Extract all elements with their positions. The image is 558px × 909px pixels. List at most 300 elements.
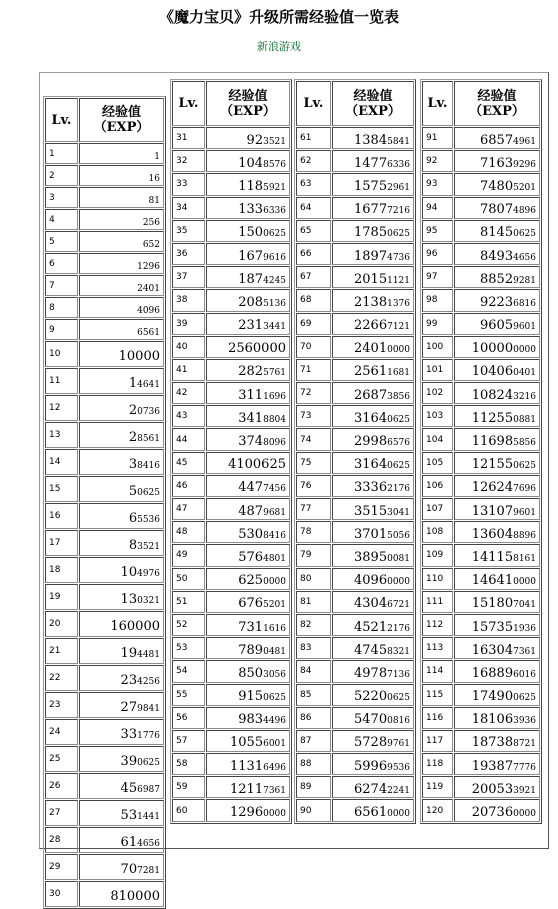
exp-value-minor: 1616	[263, 623, 286, 634]
exp-value-minor: 8896	[513, 530, 536, 541]
table-row	[45, 557, 164, 583]
exp-value-major: 7480	[480, 178, 514, 194]
exp-cell	[332, 382, 414, 404]
level-cell: 48	[172, 521, 205, 543]
exp-header-line2: （EXP）	[345, 103, 401, 119]
exp-value-minor: 4096	[137, 306, 160, 316]
table-row	[296, 637, 414, 659]
level-cell: 97	[422, 266, 453, 288]
exp-value-major: 2998	[354, 434, 388, 450]
exp-cell	[454, 684, 540, 706]
exp-cell	[454, 614, 540, 636]
exp-value-major: 133	[238, 202, 264, 218]
exp-value-minor: 8416	[137, 460, 160, 471]
exp-value-major: 5470	[354, 712, 388, 728]
exp-value-major: 282	[238, 364, 264, 380]
exp-cell	[454, 776, 540, 798]
exp-cell	[454, 173, 540, 195]
exp-cell	[79, 503, 164, 529]
table-row	[172, 498, 290, 520]
level-cell: 35	[172, 220, 205, 242]
exp-value-major: 11255	[471, 410, 514, 426]
table-row	[296, 660, 414, 682]
level-cell: 25	[45, 746, 78, 772]
exp-value-minor: 1441	[137, 811, 160, 822]
exp-value-major: 2266	[354, 318, 388, 334]
exp-cell	[454, 591, 540, 613]
table-row	[422, 776, 540, 798]
exp-cell	[454, 405, 540, 427]
exp-value-major: 6274	[354, 781, 388, 797]
exp-value-major: 3515	[354, 503, 388, 519]
exp-value-minor: 9601	[513, 322, 536, 333]
exp-value-major: 2561	[354, 364, 388, 380]
exp-cell	[332, 452, 414, 474]
table-row	[172, 220, 290, 242]
level-cell: 84	[296, 660, 331, 682]
table-row	[172, 428, 290, 450]
exp-cell	[454, 127, 540, 149]
table-row	[45, 341, 164, 367]
exp-cell	[79, 165, 164, 186]
exp-value-major: 487	[238, 503, 264, 519]
exp-cell	[332, 544, 414, 566]
exp-value-major: 676	[238, 596, 264, 612]
table-row	[296, 753, 414, 775]
exp-value-minor: 1776	[137, 730, 160, 741]
exp-value-minor: 9601	[513, 507, 536, 518]
level-cell: 85	[296, 684, 331, 706]
level-cell: 17	[45, 530, 78, 556]
table-row	[422, 173, 540, 195]
exp-value-minor: 0401	[513, 368, 536, 379]
exp-cell	[79, 557, 164, 583]
level-cell: 79	[296, 544, 331, 566]
exp-value-minor: 0625	[263, 229, 286, 240]
exp-value-minor: 5201	[263, 600, 286, 611]
exp-cell	[454, 382, 540, 404]
exp-cell	[454, 150, 540, 172]
exp-value-minor: 3216	[513, 391, 536, 402]
exp-value-minor: 6576	[387, 438, 410, 449]
table-row	[422, 684, 540, 706]
exp-cell	[454, 197, 540, 219]
table-row	[45, 530, 164, 556]
level-cell: 111	[422, 591, 453, 613]
table-row	[422, 521, 540, 543]
exp-value-major: 11698	[471, 434, 514, 450]
exp-value-major: 39	[120, 753, 138, 769]
table-row	[296, 776, 414, 798]
exp-value-major: 118	[238, 178, 264, 194]
exp-value-major: 731	[238, 619, 264, 635]
exp-value-major: 341	[238, 410, 264, 426]
exp-value-major: 14641	[471, 573, 514, 589]
exp-value-major: 1477	[354, 155, 388, 171]
level-cell: 108	[422, 521, 453, 543]
exp-value-major: 5	[128, 483, 138, 499]
table-row	[422, 498, 540, 520]
level-cell: 16	[45, 503, 78, 529]
level-cell: 2	[45, 165, 78, 186]
exp-value-major: 10	[120, 564, 138, 580]
level-cell: 50	[172, 568, 205, 590]
exp-value-minor: 0081	[387, 553, 410, 564]
exp-value-major: 7807	[480, 202, 514, 218]
exp-value-major: 4521	[354, 619, 388, 635]
exp-cell	[332, 498, 414, 520]
exp-cell	[332, 799, 414, 821]
table-row	[296, 498, 414, 520]
exp-cell	[206, 660, 290, 682]
exp-value-major: 150	[238, 225, 264, 241]
exp-value-minor: 256	[142, 218, 160, 228]
exp-cell	[79, 143, 164, 164]
exp-header-line1: 经验值	[101, 105, 141, 120]
exp-cell	[454, 498, 540, 520]
exp-cell	[206, 568, 290, 590]
exp-value-minor: 7216	[387, 206, 410, 217]
exp-value-major: 6857	[480, 132, 514, 148]
level-cell: 28	[45, 827, 78, 853]
exp-value-major: 810000	[110, 888, 160, 904]
table-row	[422, 475, 540, 497]
level-cell: 51	[172, 591, 205, 613]
exp-value-minor: 0000	[263, 577, 286, 588]
level-cell: 105	[422, 452, 453, 474]
level-cell: 57	[172, 730, 205, 752]
exp-cell	[454, 568, 540, 590]
table-row	[45, 665, 164, 691]
exp-value-major: 6	[128, 510, 138, 526]
table-row	[172, 452, 290, 474]
table-row	[422, 753, 540, 775]
level-table-1	[43, 96, 166, 909]
exp-value-minor: 9616	[263, 252, 286, 263]
level-cell: 81	[296, 591, 331, 613]
exp-cell	[332, 684, 414, 706]
exp-value-minor: 7776	[513, 762, 536, 773]
table-row	[172, 150, 290, 172]
table-row	[296, 220, 414, 242]
exp-value-minor: 6496	[263, 762, 286, 773]
exp-value-major: 3164	[354, 410, 388, 426]
exp-cell	[206, 521, 290, 543]
table-row	[172, 266, 290, 288]
exp-value-minor: 8096	[263, 438, 286, 449]
table-row	[45, 275, 164, 296]
level-cell: 60	[172, 799, 205, 821]
table-row	[296, 289, 414, 311]
level-cell: 10	[45, 341, 78, 367]
exp-cell	[206, 313, 290, 335]
exp-header	[332, 81, 414, 126]
level-cell: 120	[422, 799, 453, 821]
level-cell: 101	[422, 359, 453, 381]
level-cell: 83	[296, 637, 331, 659]
table-row	[45, 319, 164, 340]
exp-value-minor: 3936	[513, 716, 536, 727]
page-title: 《魔力宝贝》升级所需经验值一览表	[158, 8, 399, 26]
table-row	[172, 521, 290, 543]
exp-cell	[454, 336, 540, 358]
exp-cell	[332, 289, 414, 311]
exp-value-major: 10000	[118, 348, 160, 364]
exp-value-major: 4100625	[228, 457, 286, 473]
exp-value-major: 20736	[471, 805, 514, 821]
exp-value-major: 4304	[354, 596, 388, 612]
exp-value-minor: 3056	[263, 669, 286, 680]
exp-value-major: 1131	[230, 758, 264, 774]
table-row	[172, 753, 290, 775]
exp-value-minor: 4976	[137, 568, 160, 579]
level-cell: 30	[45, 881, 78, 907]
level-cell: 70	[296, 336, 331, 358]
exp-header-line1: 经验值	[477, 88, 517, 104]
exp-value-major: 6561	[354, 805, 388, 821]
exp-cell	[206, 614, 290, 636]
level-cell: 77	[296, 498, 331, 520]
exp-value-major: 530	[238, 526, 264, 542]
exp-value-major: 187	[238, 271, 264, 287]
exp-cell	[332, 220, 414, 242]
exp-value-minor: 8561	[137, 433, 160, 444]
level-cell: 22	[45, 665, 78, 691]
table-row	[172, 197, 290, 219]
table-row	[45, 827, 164, 853]
table-row	[296, 197, 414, 219]
table-row	[45, 297, 164, 318]
exp-cell	[79, 611, 164, 637]
exp-value-minor: 5056	[387, 530, 410, 541]
level-cell: 90	[296, 799, 331, 821]
exp-cell	[332, 591, 414, 613]
exp-value-major: 16304	[471, 642, 514, 658]
exp-value-major: 13604	[471, 526, 514, 542]
level-cell: 54	[172, 660, 205, 682]
exp-value-minor: 0625	[513, 229, 536, 240]
exp-value-major: 27	[120, 699, 138, 715]
exp-cell	[79, 530, 164, 556]
exp-value-minor: 7361	[513, 646, 536, 657]
table-row	[172, 289, 290, 311]
exp-value-minor: 1681	[387, 368, 410, 379]
exp-cell	[454, 521, 540, 543]
level-cell: 26	[45, 773, 78, 799]
exp-cell	[332, 313, 414, 335]
exp-cell	[454, 753, 540, 775]
table-row	[45, 209, 164, 230]
level-cell: 12	[45, 395, 78, 421]
exp-cell	[454, 730, 540, 752]
exp-value-minor: 9536	[387, 762, 410, 773]
exp-cell	[454, 452, 540, 474]
exp-value-minor: 0481	[263, 646, 286, 657]
exp-value-major: 1296	[230, 805, 264, 821]
exp-cell	[206, 382, 290, 404]
table-row	[296, 150, 414, 172]
exp-value-minor: 6816	[513, 298, 536, 309]
exp-value-minor: 8161	[513, 553, 536, 564]
level-cell: 96	[422, 243, 453, 265]
table-row	[422, 150, 540, 172]
table-row	[296, 127, 414, 149]
exp-value-major: 8	[128, 537, 138, 553]
table-row	[422, 707, 540, 729]
level-cell: 61	[296, 127, 331, 149]
table-row	[296, 591, 414, 613]
exp-cell	[206, 220, 290, 242]
level-cell: 112	[422, 614, 453, 636]
exp-header-line1: 经验值	[353, 88, 393, 104]
level-cell: 27	[45, 800, 78, 826]
table-row	[45, 187, 164, 208]
level-cell: 63	[296, 173, 331, 195]
level-cell: 31	[172, 127, 205, 149]
exp-value-minor: 652	[142, 240, 160, 250]
level-cell: 95	[422, 220, 453, 242]
exp-value-minor: 3041	[387, 507, 410, 518]
exp-value-minor: 8804	[263, 414, 286, 425]
table-row	[45, 449, 164, 475]
table-row	[45, 395, 164, 421]
exp-value-major: 15735	[471, 619, 514, 635]
exp-value-minor: 9841	[137, 703, 160, 714]
table-row	[422, 359, 540, 381]
exp-cell	[79, 584, 164, 610]
table-row	[296, 266, 414, 288]
level-cell: 62	[296, 150, 331, 172]
table-row	[172, 475, 290, 497]
exp-value-minor: 0625	[387, 461, 410, 472]
exp-value-major: 13107	[471, 503, 514, 519]
exp-value-minor: 6336	[387, 159, 410, 170]
exp-value-minor: 2241	[387, 785, 410, 796]
level-cell: 99	[422, 313, 453, 335]
exp-cell	[332, 707, 414, 729]
exp-value-minor: 0625	[387, 414, 410, 425]
exp-value-major: 1785	[354, 225, 388, 241]
table-row	[422, 799, 540, 821]
level-cell: 20	[45, 611, 78, 637]
level-cell: 89	[296, 776, 331, 798]
table-row	[422, 660, 540, 682]
exp-value-minor: 4736	[387, 252, 410, 263]
lv-header: Lv.	[172, 81, 205, 126]
exp-value-minor: 0321	[137, 595, 160, 606]
table-row	[422, 266, 540, 288]
exp-value-minor: 4641	[137, 379, 160, 390]
level-cell: 49	[172, 544, 205, 566]
level-cell: 119	[422, 776, 453, 798]
level-cell: 34	[172, 197, 205, 219]
level-cell: 55	[172, 684, 205, 706]
exp-value-major: 850	[238, 665, 264, 681]
lv-header: Lv.	[296, 81, 331, 126]
exp-value-major: 2	[128, 402, 138, 418]
table-row	[45, 476, 164, 502]
exp-value-major: 983	[238, 712, 264, 728]
exp-cell	[206, 707, 290, 729]
level-cell: 41	[172, 359, 205, 381]
exp-cell	[79, 800, 164, 826]
table-row	[422, 428, 540, 450]
exp-value-major: 3701	[354, 526, 388, 542]
table-row	[45, 611, 164, 637]
exp-value-minor: 5201	[513, 182, 536, 193]
table-row	[296, 475, 414, 497]
level-cell: 14	[45, 449, 78, 475]
exp-cell	[206, 150, 290, 172]
exp-value-major: 10824	[471, 387, 514, 403]
exp-cell	[206, 452, 290, 474]
exp-value-minor: 0625	[137, 757, 160, 768]
exp-cell	[79, 719, 164, 745]
exp-cell	[332, 614, 414, 636]
level-cell: 42	[172, 382, 205, 404]
level-cell: 8	[45, 297, 78, 318]
exp-value-major: 9223	[480, 294, 514, 310]
table-row	[296, 544, 414, 566]
exp-value-minor: 5136	[263, 298, 286, 309]
table-row	[172, 243, 290, 265]
level-cell: 21	[45, 638, 78, 664]
table-row	[172, 637, 290, 659]
exp-value-major: 2560000	[228, 341, 286, 357]
level-cell: 116	[422, 707, 453, 729]
exp-value-major: 2401	[354, 341, 388, 357]
exp-value-minor: 1376	[387, 298, 410, 309]
level-cell: 6	[45, 253, 78, 274]
level-cell: 114	[422, 660, 453, 682]
table-row	[45, 503, 164, 529]
table-row	[45, 253, 164, 274]
level-cell: 88	[296, 753, 331, 775]
level-cell: 47	[172, 498, 205, 520]
level-cell: 110	[422, 568, 453, 590]
exp-cell	[332, 660, 414, 682]
exp-value-major: 5996	[354, 758, 388, 774]
exp-cell	[206, 266, 290, 288]
table-row	[422, 313, 540, 335]
level-cell: 78	[296, 521, 331, 543]
exp-value-minor: 16	[148, 174, 160, 184]
exp-value-major: 17490	[471, 689, 514, 705]
exp-value-minor: 7456	[263, 484, 286, 495]
level-cell: 15	[45, 476, 78, 502]
level-cell: 1	[45, 143, 78, 164]
exp-value-minor: 0625	[263, 693, 286, 704]
exp-value-major: 208	[238, 294, 264, 310]
exp-value-major: 374	[238, 434, 264, 450]
table-row	[172, 127, 290, 149]
level-cell: 4	[45, 209, 78, 230]
exp-value-minor: 4801	[263, 553, 286, 564]
source-label: 新浪游戏	[257, 40, 301, 53]
exp-cell	[79, 319, 164, 340]
exp-value-minor: 0881	[513, 414, 536, 425]
level-cell: 53	[172, 637, 205, 659]
level-cell: 76	[296, 475, 331, 497]
exp-cell	[332, 730, 414, 752]
exp-header	[454, 81, 540, 126]
exp-cell	[206, 544, 290, 566]
exp-cell	[454, 660, 540, 682]
exp-cell	[79, 773, 164, 799]
exp-value-major: 1677	[354, 202, 388, 218]
level-cell: 65	[296, 220, 331, 242]
exp-value-minor: 0816	[387, 716, 410, 727]
